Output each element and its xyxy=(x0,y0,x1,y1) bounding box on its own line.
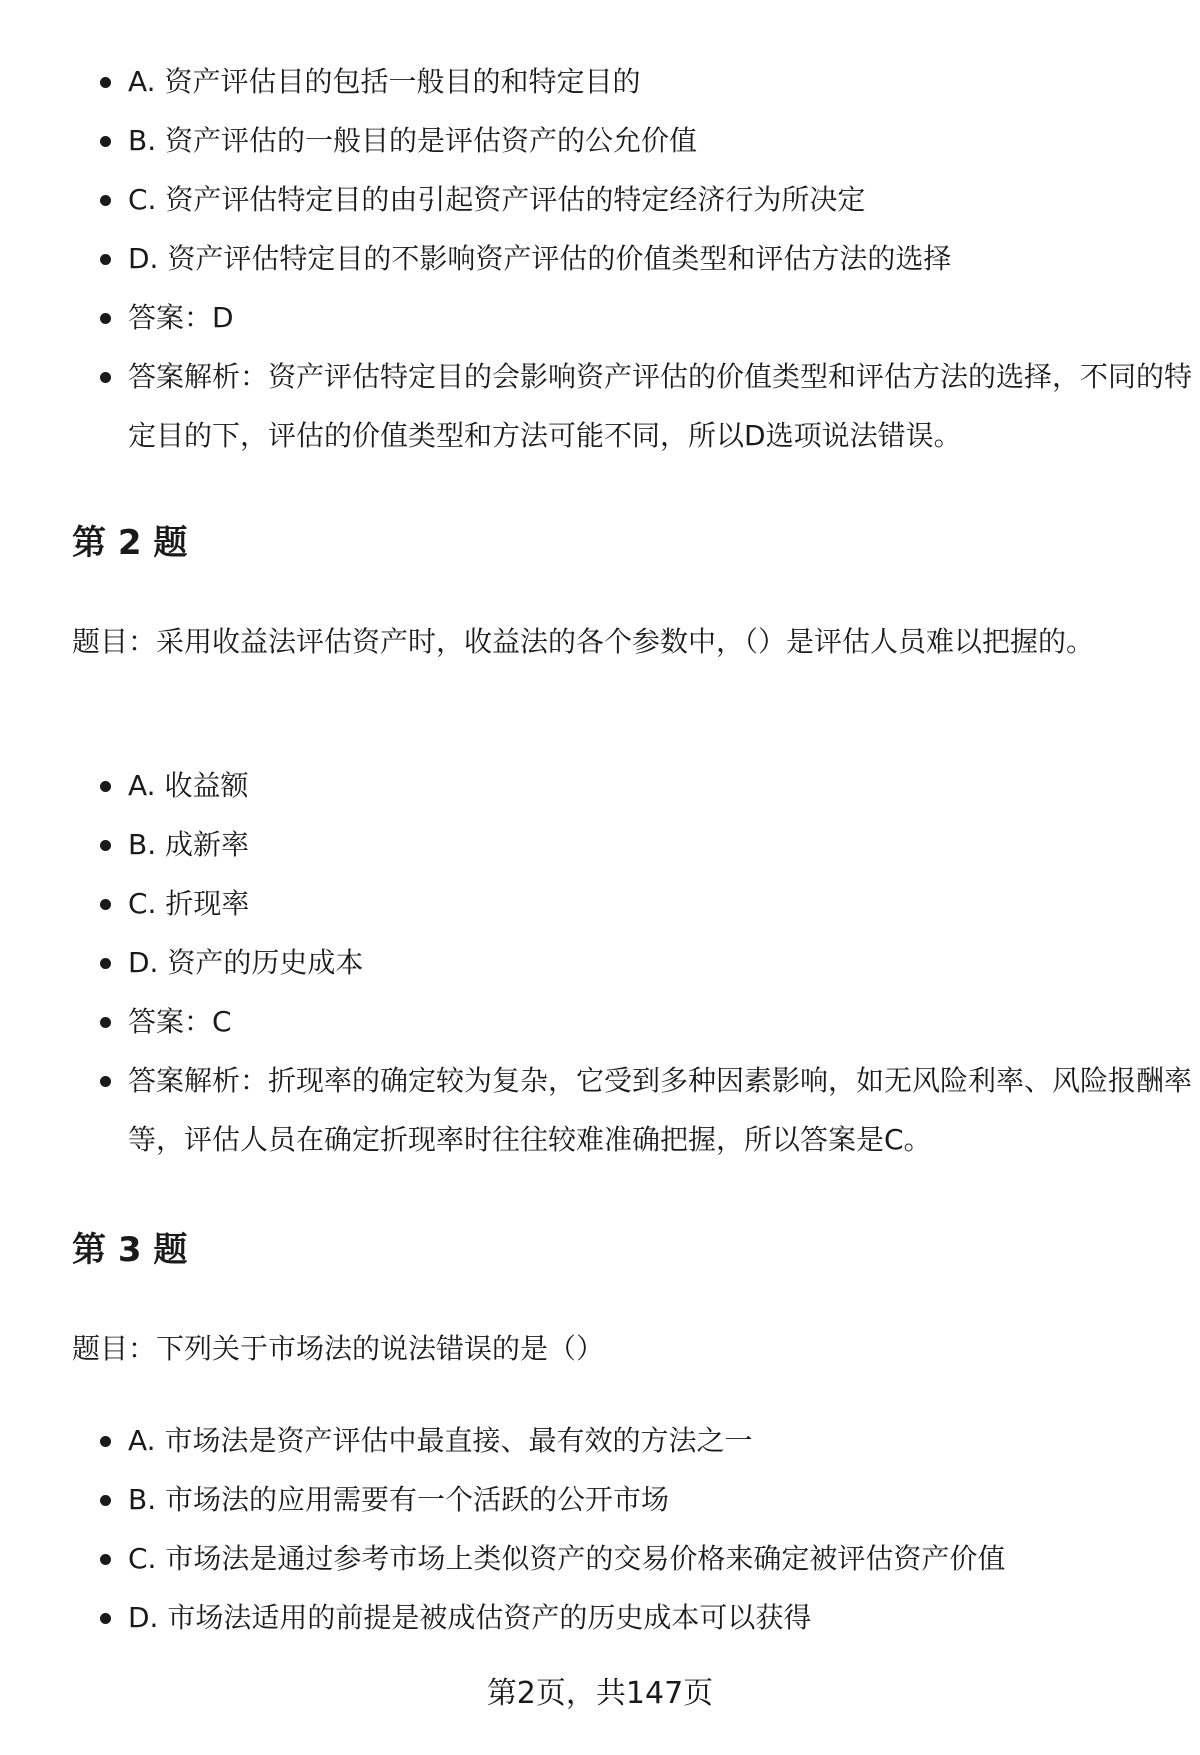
q1-answer: 答案：D xyxy=(72,288,1200,347)
q2-option-a: A. 收益额 xyxy=(72,756,1200,815)
q3-option-list xyxy=(0,1411,1200,1647)
q1-option-d: D. 资产评估特定目的不影响资产评估的价值类型和评估方法的选择 xyxy=(72,229,1200,288)
q2-answer: 答案：C xyxy=(72,992,1200,1051)
q1-option-a: A. 资产评估目的包括一般目的和特定目的 xyxy=(72,52,1200,111)
q3-option-d: D. 市场法适用的前提是被成估资产的历史成本可以获得 xyxy=(72,1588,1200,1647)
q2-heading: 第 2 题 xyxy=(72,523,188,563)
q2-option-c: C. 折现率 xyxy=(72,874,1200,933)
q3-question: 题目：下列关于市场法的说法错误的是（） xyxy=(72,1332,605,1365)
q2-option-b: B. 成新率 xyxy=(72,815,1200,874)
q3-option-b: B. 市场法的应用需要有一个活跃的公开市场 xyxy=(72,1470,1200,1529)
q1-explanation: 答案解析：资产评估特定目的会影响资产评估的价值类型和评估方法的选择，不同的特定目的下，评估的价值类型和方法可能不同，所以D选项说法错误。 xyxy=(72,347,1200,465)
q2-question: 题目：采用收益法评估资产时，收益法的各个参数中，（）是评估人员难以把握的。 xyxy=(72,625,1095,658)
q1-option-c: C. 资产评估特定目的由引起资产评估的特定经济行为所决定 xyxy=(72,170,1200,229)
q2-explanation: 答案解析：折现率的确定较为复杂，它受到多种因素影响，如无风险利率、风险报酬率等，评估人员在确定折现率时往往较难准确把握，所以答案是C。 xyxy=(72,1051,1200,1169)
q1-option-b: B. 资产评估的一般目的是评估资产的公允价值 xyxy=(72,111,1200,170)
q3-option-c: C. 市场法是通过参考市场上类似资产的交易价格来确定被评估资产价值 xyxy=(72,1529,1200,1588)
page-number-footer: 第2页，共147页 xyxy=(486,1676,714,1711)
q2-option-d: D. 资产的历史成本 xyxy=(72,933,1200,992)
q1-option-list xyxy=(0,52,1200,465)
q3-option-a: A. 市场法是资产评估中最直接、最有效的方法之一 xyxy=(72,1411,1200,1470)
q2-option-list xyxy=(0,756,1200,1169)
q3-heading: 第 3 题 xyxy=(72,1230,188,1270)
